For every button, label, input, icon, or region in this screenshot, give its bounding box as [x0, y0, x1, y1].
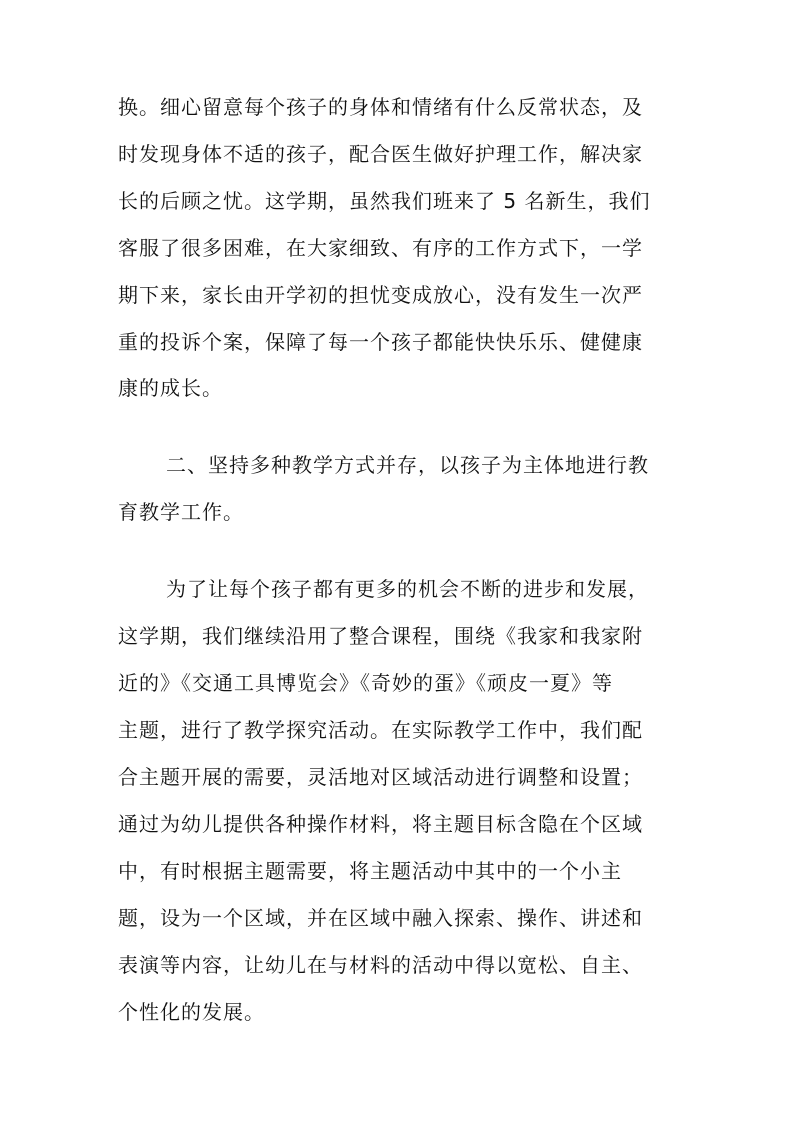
- text-line: 重的投诉个案，保障了每一个孩子都能快快乐乐、健健康: [118, 330, 643, 354]
- text-line: 期下来，家长由开学初的担忧变成放心，没有发生一次严: [118, 283, 643, 307]
- text-line: 育教学工作。: [118, 500, 244, 524]
- text-line: 近的》《交通工具博览会》《奇妙的蛋》《顽皮一夏》等: [118, 671, 613, 695]
- text-line: 这学期，我们继续沿用了整合课程，围绕《我家和我家附: [118, 624, 643, 648]
- text-line: 题，设为一个区域，并在区域中融入探索、操作、讲述和: [118, 906, 643, 930]
- text-line: 表演等内容，让幼儿在与材料的活动中得以宽松、自主、: [118, 953, 643, 977]
- text-line: 客服了很多困难，在大家细致、有序的工作方式下，一学: [118, 236, 643, 260]
- text-line: 合主题开展的需要，灵活地对区域活动进行调整和设置；: [118, 765, 643, 789]
- text-line: 换。细心留意每个孩子的身体和情绪有什么反常状态，及: [118, 95, 643, 119]
- text-line: 二、坚持多种教学方式并存，以孩子为主体地进行教: [166, 453, 649, 477]
- text-line: 主题，进行了教学探究活动。在实际教学工作中，我们配: [118, 718, 643, 742]
- text-line: 个性化的发展。: [118, 1000, 265, 1024]
- text-line: 长的后顾之忧。这学期，虽然我们班来了 5 名新生，我们: [118, 189, 651, 213]
- text-line: 时发现身体不适的孩子，配合医生做好护理工作，解决家: [118, 142, 643, 166]
- text-line: 为了让每个孩子都有更多的机会不断的进步和发展，: [166, 577, 649, 601]
- text-line: 通过为幼儿提供各种操作材料，将主题目标含隐在个区域: [118, 812, 643, 836]
- text-line: 康的成长。: [118, 376, 223, 400]
- text-line: 中，有时根据主题需要，将主题活动中其中的一个小主: [118, 859, 622, 883]
